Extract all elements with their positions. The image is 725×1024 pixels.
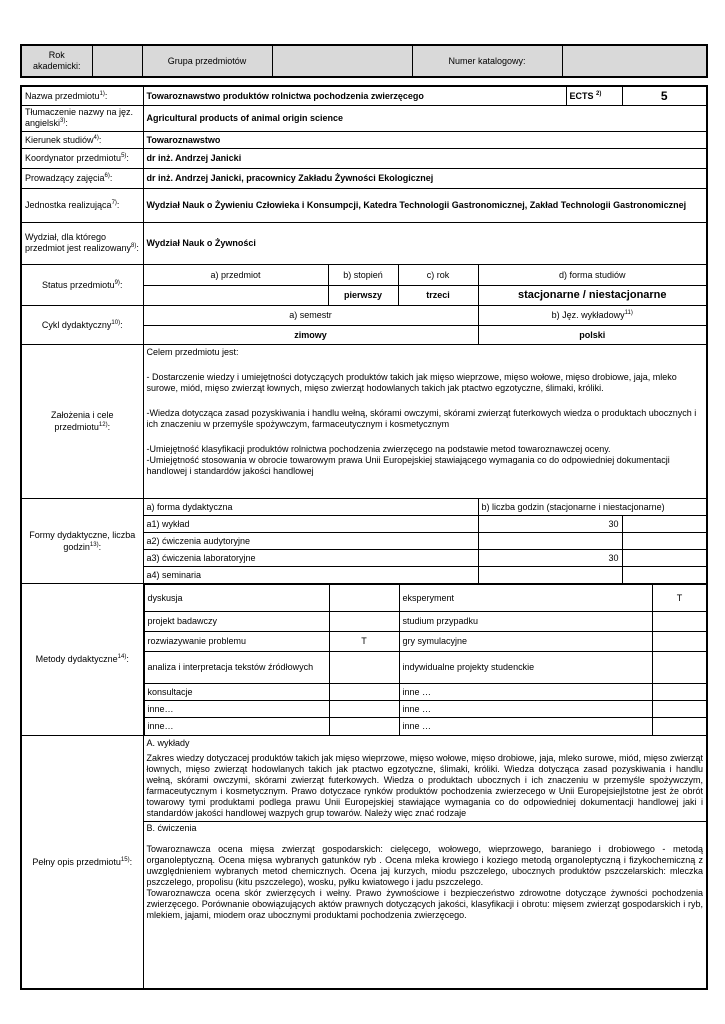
cykl-b-value: polski bbox=[478, 325, 707, 344]
metoda-right-mark bbox=[652, 700, 707, 717]
metoda-left-mark bbox=[329, 717, 399, 735]
forma-row-hours: 30 bbox=[478, 515, 622, 532]
metoda-right: indywidualne projekty studenckie bbox=[399, 651, 652, 683]
metoda-right: eksperyment bbox=[399, 584, 652, 611]
zalozenia-line: - Dostarczenie wiedzy i umiejętności dotyczących produktów takich jak mięso wieprzowe, mięso wołowe, mięso drobiowe, jaja, mleko surowe, miód, mięso zwierząt łownych, mięso zwierząt hodowlanych takich jak ptactwo egzotyczne, ślimaki, króliki. bbox=[146, 371, 677, 393]
header-table bbox=[20, 44, 708, 78]
forma-row-extra bbox=[622, 532, 707, 549]
zalozenia-line bbox=[147, 401, 704, 408]
tlumaczenie-label: Tłumaczenie nazwy na jęz. angielski$^{3)}$: bbox=[21, 105, 143, 131]
metoda-right-mark bbox=[652, 683, 707, 700]
numer-value[interactable] bbox=[562, 45, 707, 77]
zalozenia-line: -Umiejętność stosowania w obrocie towarowym prawa Unii Europejskiej stawiającego wymagania co do odpowiedniej dokumentacji handlowej i standardów jakości handlowej bbox=[146, 454, 670, 476]
opis-b-text-2: Towaroznawcza ocena skór zwierzęcych i wełny. Prawo żywnościowe i bezpieczeństwo zdrowotne dotyczące żywności pochodzenia zwierzęcego. Porównanie obowiązujących aktów prawnych dotyczących jakości, klasyfikacji i obrotu: mięsem zwierząt gospodarskich i ryb, mlekiem, jajami, miodem oraz ubocznymi produktami pochodzenia zwierzęcego. bbox=[146, 887, 703, 920]
metoda-left-mark bbox=[329, 651, 399, 683]
status-c-value: trzeci bbox=[398, 285, 478, 305]
zalozenia-text bbox=[143, 344, 707, 498]
status-label: Status przedmiotu$^{9)}$: bbox=[21, 264, 143, 305]
grupa-label: Grupa przedmiotów bbox=[142, 45, 272, 77]
opis-a-text: Zakres wiedzy dotyczacej produktów takich jak mięso wieprzowe, mięso wołowe, mięso drobiowe, jaja, mleko surowe, miód, mięso zwierząt łownych, mięso zwierząt hodowlanych takich jak ptactwo egzotyczne, ślimaki, króliki. Wiedza dotycząca zasad pozyskiwania i handlu wełną, skórami owczymi, skórami zwierząt futerkowych. Wiedza o produktach ubocznych i ich znaczeniu w przemyśle spożywczym, farmaceutycznym i kosmetycznym. Prawo dotyczace rynków produktów pochodzenia zwierzecego w Unii Europejsiejlstotne jest że obrót towarowy tymi produktami podlega prawu Unii Europejskiej stawiające wymagania co do odpowiedniej dokumentacji handlowej jaki i standardów jakości handlowej wazpych grup towarów. Należy więc znać rodzaje bbox=[146, 752, 703, 818]
metody-grid-cell bbox=[143, 583, 707, 736]
wydzial-label: Wydział, dla którego przedmiot jest realizowany$^{8)}$: bbox=[21, 222, 143, 264]
prowadzacy-value: dr inż. Andrzej Janicki, pracownicy Zakładu Żywności Ekologicznej bbox=[143, 168, 707, 188]
formy-a-label: a) forma dydaktyczna bbox=[143, 498, 478, 515]
cykl-label: Cykl dydaktyczny$^{10)}$: bbox=[21, 305, 143, 344]
metoda-right: inne … bbox=[399, 683, 652, 700]
forma-row-hours: 30 bbox=[478, 549, 622, 566]
koordynator-label: Koordynator przedmiotu$^{5)}$: bbox=[21, 148, 143, 168]
forma-row-extra bbox=[622, 566, 707, 583]
metoda-right: studium przypadku bbox=[399, 611, 652, 631]
status-b-value: pierwszy bbox=[328, 285, 398, 305]
metoda-right: gry symulacyjne bbox=[399, 631, 652, 651]
ects-label: ECTS $^{2)}$ bbox=[566, 86, 622, 105]
wydzial-value: Wydział Nauk o Żywności bbox=[143, 222, 707, 264]
ects-value: 5 bbox=[622, 86, 707, 105]
rok-label: Rok akademicki: bbox=[21, 45, 92, 77]
metoda-right: inne … bbox=[399, 700, 652, 717]
forma-row-name: a2) ćwiczenia audytoryjne bbox=[143, 532, 478, 549]
kierunek-value: Towaroznawstwo bbox=[143, 131, 707, 148]
nazwa-label: Nazwa przedmiotu$^{1)}$: bbox=[21, 86, 143, 105]
koordynator-value: dr inż. Andrzej Janicki bbox=[143, 148, 707, 168]
forma-row-hours bbox=[478, 566, 622, 583]
formy-label: Formy dydaktyczne, liczba godzin$^{13)}$: bbox=[21, 498, 143, 583]
kierunek-label: Kierunek studiów$^{4)}$: bbox=[21, 131, 143, 148]
metoda-left: dyskusja bbox=[144, 584, 329, 611]
metody-label: Metody dydaktyczne$^{14)}$: bbox=[21, 583, 143, 736]
metoda-left-mark bbox=[329, 683, 399, 700]
status-d-label: d) forma studiów bbox=[478, 264, 707, 285]
status-b-label: b) stopień bbox=[328, 264, 398, 285]
tlumaczenie-value: Agricultural products of animal origin science bbox=[143, 105, 707, 131]
metoda-right-mark bbox=[652, 717, 707, 735]
zalozenia-line: Celem przedmiotu jest: bbox=[146, 346, 239, 357]
opis-label: Pełny opis przedmiotu$^{15)}$: bbox=[21, 736, 143, 989]
cykl-b-label: b) Jęz. wykładowy$^{11)}$ bbox=[478, 305, 707, 325]
status-a-label: a) przedmiot bbox=[143, 264, 328, 285]
jednostka-label: Jednostka realizująca$^{7)}$: bbox=[21, 188, 143, 222]
metoda-left-mark bbox=[329, 611, 399, 631]
cykl-a-label: a) semestr bbox=[143, 305, 478, 325]
forma-row-hours bbox=[478, 532, 622, 549]
opis-b-heading: B. ćwiczenia bbox=[146, 822, 197, 833]
metoda-left: rozwiazywanie problemu bbox=[144, 631, 329, 651]
opis-cell bbox=[143, 736, 707, 989]
zalozenia-line: -Umiejętność klasyfikacji produktów rolnictwa pochodzenia zwierzęcego na podstawie metod towaroznawczej oceny. bbox=[146, 443, 611, 454]
opis-b-text-1: Towaroznawcza ocena mięsa zwierząt gospodarskich: cielęcego, wołowego, wieprzowego, baraniego i drobiowego - metodą organoleptyczną. Ocena mięsa wybranych gatunków ryb . Ocena mleka krowiego i koziego metodą organoleptyczną i fizykochemiczną z uwzględnieniem wybranych metod chemicznych. Ocena jaj kurzych, miodu pszczelego, ubocznych produktów pszczelarskich: mleczka pszczelego, propolisu (kitu pszczelego), wosku, pyłku kwiatowego i jadu pszczelego. bbox=[146, 843, 703, 887]
metoda-left: projekt badawczy bbox=[144, 611, 329, 631]
metoda-left-mark bbox=[329, 700, 399, 717]
metoda-right-mark bbox=[652, 611, 707, 631]
metoda-left: konsultacje bbox=[144, 683, 329, 700]
zalozenia-line: -Wiedza dotycząca zasad pozyskiwania i handlu wełną, skórami owczymi, skórami zwierząt futerkowych wiedza o produktach ubocznych i ich znaczeniu w przemyśle spożywczym, farmaceutycznym i kosmetycznym bbox=[146, 407, 697, 429]
metoda-left: inne… bbox=[144, 700, 329, 717]
metoda-left-mark: T bbox=[329, 631, 399, 651]
numer-label: Numer katalogowy: bbox=[412, 45, 562, 77]
cykl-a-value: zimowy bbox=[143, 325, 478, 344]
forma-row-name: a4) seminaria bbox=[143, 566, 478, 583]
opis-a-heading: A. wykłady bbox=[146, 737, 190, 748]
forma-row-name: a1) wykład bbox=[143, 515, 478, 532]
zalozenia-line bbox=[147, 437, 704, 444]
rok-value[interactable] bbox=[92, 45, 142, 77]
opis-b-box bbox=[144, 822, 707, 988]
forma-row-name: a3) ćwiczenia laboratoryjne bbox=[143, 549, 478, 566]
jednostka-value: Wydział Nauk o Żywieniu Człowieka i Konsumpcji, Katedra Technologii Gastronomicznej, Zakład Technologii Gastronomicznej bbox=[143, 188, 707, 222]
formy-b-label: b) liczba godzin (stacjonarne i niestacjonarne) bbox=[478, 498, 707, 515]
syllabus-table bbox=[20, 85, 708, 990]
metoda-right-mark bbox=[652, 631, 707, 651]
opis-a-box bbox=[144, 736, 707, 822]
metoda-left-mark bbox=[329, 584, 399, 611]
prowadzacy-label: Prowadzący zajęcia$^{6)}$: bbox=[21, 168, 143, 188]
forma-row-extra bbox=[622, 549, 707, 566]
status-a-value bbox=[143, 285, 328, 305]
metoda-right-mark: T bbox=[652, 584, 707, 611]
metoda-right: inne … bbox=[399, 717, 652, 735]
metoda-right-mark bbox=[652, 651, 707, 683]
status-d-value: stacjonarne / niestacjonarne bbox=[478, 285, 707, 305]
forma-row-extra bbox=[622, 515, 707, 532]
zalozenia-label: Założenia i cele przedmiotu$^{12)}$: bbox=[21, 344, 143, 498]
metoda-left: analiza i interpretacja tekstów źródłowych bbox=[144, 651, 329, 683]
zalozenia-line bbox=[147, 365, 704, 372]
metody-grid bbox=[144, 584, 708, 736]
nazwa-value: Towaroznawstwo produktów rolnictwa pochodzenia zwierzęcego bbox=[143, 86, 566, 105]
grupa-value[interactable] bbox=[272, 45, 412, 77]
status-c-label: c) rok bbox=[398, 264, 478, 285]
metoda-left: inne… bbox=[144, 717, 329, 735]
